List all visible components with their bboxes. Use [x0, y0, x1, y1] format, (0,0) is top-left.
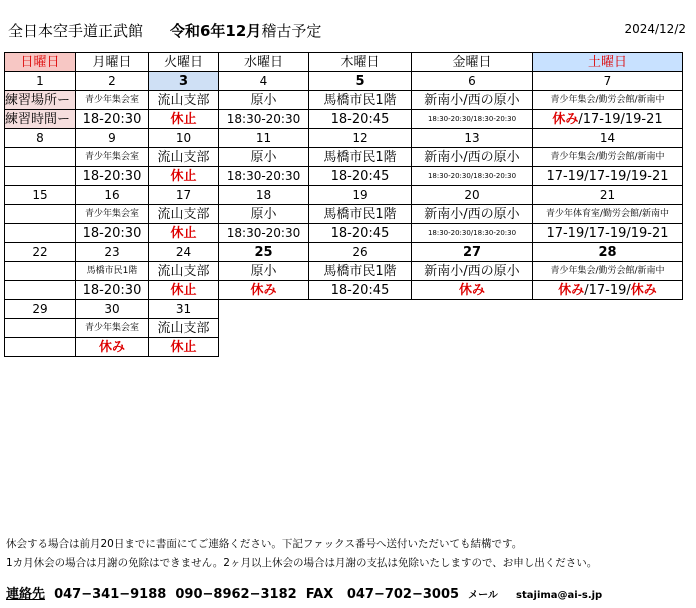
time-cell-holiday: 休み	[412, 281, 533, 300]
day-cell-holiday: 28	[533, 243, 683, 262]
issue-date: 2024/12/2	[624, 22, 686, 36]
day-cell: 6	[412, 72, 533, 91]
weekday-fri: 金曜日	[412, 53, 533, 72]
time-segment: 19-21	[624, 111, 663, 127]
place-cell: 原小	[219, 148, 309, 167]
day-cell: 11	[219, 129, 309, 148]
contact-phone-1: 047−341−9188	[54, 587, 167, 602]
place-cell	[5, 262, 76, 281]
day-cell-holiday: 27	[412, 243, 533, 262]
day-cell: 16	[76, 186, 149, 205]
org-name: 全日本空手道正武館	[8, 22, 144, 40]
time-segment: 休み	[630, 282, 657, 298]
week-1-days	[5, 72, 683, 91]
time-cell-closed: 休止	[149, 281, 219, 300]
place-cell: 馬橋市民1階	[309, 262, 412, 281]
notice-line-2: 1カ月休会の場合は月謝の免除はできません。2ヶ月以上休会の場合は月謝の支払は免除いたしますので、お申し出ください。	[6, 557, 598, 569]
place-cell: 新南小/西の原小	[412, 148, 533, 167]
schedule-calendar	[4, 52, 683, 357]
email-address: stajima@ai-s.jp	[516, 590, 603, 601]
notice-line-1: 休会する場合は前月20日までに書面にてご連絡ください。下記ファックス番号へ送付いただいても結構です。	[6, 538, 523, 550]
time-cell	[5, 338, 76, 357]
day-cell: 17	[149, 186, 219, 205]
time-cell-holiday: 休み	[76, 338, 149, 357]
time-cell-mixed: 休み/17-19/19-21	[533, 110, 683, 129]
week-3-places	[5, 205, 683, 224]
place-cell: 青少年集会/勤労会館/新南中	[533, 262, 683, 281]
week-4-days	[5, 243, 683, 262]
week-4-places	[5, 262, 683, 281]
day-cell: 5	[309, 72, 412, 91]
page-title	[170, 20, 321, 41]
day-cell: 19	[309, 186, 412, 205]
place-cell: 青少年体育室/勤労会館/新南中	[533, 205, 683, 224]
day-cell: 14	[533, 129, 683, 148]
weekday-header-row	[5, 53, 683, 72]
place-cell: 原小	[219, 91, 309, 110]
weekday-wed: 水曜日	[219, 53, 309, 72]
place-cell	[5, 205, 76, 224]
title-month: 令和6年12月	[170, 22, 262, 40]
place-cell: 馬橋市民1階	[309, 148, 412, 167]
contact-label: 連絡先	[6, 587, 46, 602]
title-rest: 稽古予定	[261, 22, 322, 40]
day-cell-today: 3	[149, 72, 219, 91]
time-segment: 17-19	[588, 282, 627, 298]
day-cell-holiday: 25	[219, 243, 309, 262]
week-5-places	[5, 319, 683, 338]
time-label: 練習時間ー	[5, 110, 76, 129]
place-cell: 流山支部	[149, 262, 219, 281]
place-cell: 青少年集会室	[76, 148, 149, 167]
place-cell: 流山支部	[149, 319, 219, 338]
weekday-mon: 月曜日	[76, 53, 149, 72]
time-cell: 17-19/17-19/19-21	[533, 167, 683, 186]
time-cell: 18:30-20:30/18:30-20:30	[412, 110, 533, 129]
week-1-places	[5, 91, 683, 110]
place-cell: 馬橋市民1階	[76, 262, 149, 281]
day-cell: 29	[5, 300, 76, 319]
time-cell: 18-20:30	[76, 224, 149, 243]
day-cell: 13	[412, 129, 533, 148]
time-cell: 18:30-20:30/18:30-20:30	[412, 224, 533, 243]
contact-phone-2: 090−8962−3182	[175, 587, 297, 602]
day-cell: 21	[533, 186, 683, 205]
place-label: 練習場所ー	[5, 91, 76, 110]
place-cell: 流山支部	[149, 148, 219, 167]
day-cell: 1	[5, 72, 76, 91]
place-cell	[5, 319, 76, 338]
time-cell: 18:30-20:30	[219, 224, 309, 243]
day-cell: 9	[76, 129, 149, 148]
time-cell-holiday: 休み	[219, 281, 309, 300]
time-cell-closed: 休止	[149, 338, 219, 357]
place-cell: 青少年集会室	[76, 205, 149, 224]
time-cell: 18:30-20:30	[219, 167, 309, 186]
time-segment: 休み	[558, 282, 585, 298]
contact-line	[6, 583, 602, 602]
week-3-times	[5, 224, 683, 243]
time-cell: 18-20:30	[76, 110, 149, 129]
time-cell: 18-20:45	[309, 224, 412, 243]
time-cell: 18-20:30	[76, 167, 149, 186]
weekday-sat: 土曜日	[533, 53, 683, 72]
weekday-thu: 木曜日	[309, 53, 412, 72]
day-cell: 15	[5, 186, 76, 205]
day-cell: 23	[76, 243, 149, 262]
time-cell: 18-20:30	[76, 281, 149, 300]
fax-label: FAX	[305, 587, 334, 602]
day-cell: 8	[5, 129, 76, 148]
time-cell-closed: 休止	[149, 224, 219, 243]
place-cell: 青少年集会/勤労会館/新南中	[533, 148, 683, 167]
place-cell: 新南小/西の原小	[412, 262, 533, 281]
place-cell: 青少年集会室	[76, 319, 149, 338]
week-1-times	[5, 110, 683, 129]
time-cell-mixed: 休み/17-19/休み	[533, 281, 683, 300]
day-cell: 4	[219, 72, 309, 91]
week-5-days	[5, 300, 683, 319]
place-cell: 流山支部	[149, 205, 219, 224]
day-cell: 22	[5, 243, 76, 262]
day-cell: 26	[309, 243, 412, 262]
time-cell: 18-20:45	[309, 167, 412, 186]
place-cell: 馬橋市民1階	[309, 205, 412, 224]
day-cell: 7	[533, 72, 683, 91]
day-cell: 24	[149, 243, 219, 262]
week-2-times	[5, 167, 683, 186]
time-cell-closed: 休止	[149, 110, 219, 129]
day-cell: 18	[219, 186, 309, 205]
day-cell: 30	[76, 300, 149, 319]
time-cell	[5, 281, 76, 300]
week-2-places	[5, 148, 683, 167]
place-cell: 青少年集会/勤労会館/新南中	[533, 91, 683, 110]
place-cell: 新南小/西の原小	[412, 91, 533, 110]
time-segment: 17-19	[582, 111, 621, 127]
place-cell	[5, 148, 76, 167]
place-cell: 馬橋市民1階	[309, 91, 412, 110]
day-cell: 12	[309, 129, 412, 148]
day-cell: 10	[149, 129, 219, 148]
time-cell: 17-19/17-19/19-21	[533, 224, 683, 243]
time-cell: 18-20:45	[309, 110, 412, 129]
time-cell: 18:30-20:30/18:30-20:30	[412, 167, 533, 186]
week-5-times	[5, 338, 683, 357]
time-cell: 18:30-20:30	[219, 110, 309, 129]
place-cell: 青少年集会室	[76, 91, 149, 110]
week-4-times	[5, 281, 683, 300]
place-cell: 原小	[219, 262, 309, 281]
place-cell: 流山支部	[149, 91, 219, 110]
time-cell-closed: 休止	[149, 167, 219, 186]
weekday-sun: 日曜日	[5, 53, 76, 72]
time-segment: 休み	[552, 111, 579, 127]
weekday-tue: 火曜日	[149, 53, 219, 72]
week-2-days	[5, 129, 683, 148]
week-3-days	[5, 186, 683, 205]
fax-number: 047−702−3005	[346, 587, 460, 602]
day-cell: 31	[149, 300, 219, 319]
day-cell: 20	[412, 186, 533, 205]
day-cell: 2	[76, 72, 149, 91]
time-cell	[5, 167, 76, 186]
time-cell	[5, 224, 76, 243]
mail-label: メール	[468, 590, 498, 601]
place-cell: 新南小/西の原小	[412, 205, 533, 224]
place-cell: 原小	[219, 205, 309, 224]
time-cell: 18-20:45	[309, 281, 412, 300]
